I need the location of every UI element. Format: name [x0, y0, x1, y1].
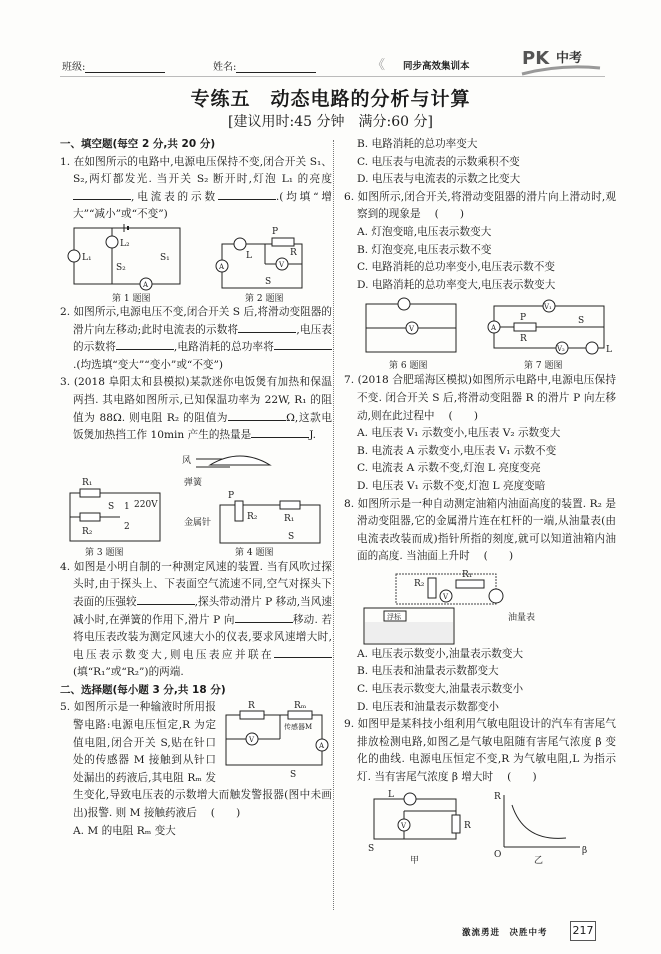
question-text: J. — [309, 429, 316, 442]
figure-2-caption: 第 2 题图 — [245, 293, 284, 304]
figure-label: A — [219, 262, 225, 271]
figure-label: S — [108, 501, 115, 512]
question-text: 7. (2018 合肥瑶海区模拟)如图所示电路中,电源电压保持不变. 闭合开关 S 后,将滑动变阻器 R 的滑片 P 向左移动,则在此过程中 — [344, 374, 616, 422]
figure-9b-caption: 乙 — [534, 855, 544, 866]
answer-blank — [274, 647, 332, 658]
figure-label: S — [290, 770, 297, 781]
answer-blank — [137, 594, 195, 605]
figure-label: 1 — [124, 501, 130, 512]
left-column — [60, 136, 332, 840]
chevron-icon: 《 — [372, 58, 386, 73]
question-text: 8. 如图所示是一种自动测定油箱内油面高度的装置. R₂ 是滑动变阻器,它的金属滑片连在杠杆的一端,从油量表(由电流表改装而成)指针所指的刻度,就可以知道油箱内油面的高度. 当油面上升时 — [344, 497, 616, 563]
svg-text:PK: PK — [522, 48, 550, 69]
name-label: 姓名: — [213, 62, 237, 73]
figure-label: R₂ — [247, 511, 258, 522]
option-5b: B. 电路消耗的总功率变大 — [357, 138, 478, 150]
figure-label: β — [582, 845, 588, 856]
option-8b: B. 电压表和油量表示数都变大 — [357, 665, 499, 678]
figure-6-caption: 第 6 题图 — [389, 361, 428, 372]
figure-label: S₁ — [160, 252, 170, 263]
figure-label: 传感器M — [284, 723, 313, 732]
figure-label: R₂ — [82, 526, 93, 537]
answer-paren: ( ) — [448, 409, 478, 422]
figure-3-4 — [60, 445, 332, 559]
figure-label: S — [265, 276, 272, 287]
question-text: Ω,这款电饭煲加热挡工作 10min 产生的热量是 — [73, 411, 332, 442]
question-2 — [60, 304, 332, 374]
figure-label: 油量表 — [508, 612, 536, 623]
figure-9 — [344, 787, 616, 867]
figure-label: R — [520, 334, 527, 345]
figure-label: S — [578, 316, 585, 327]
figure-label: L₂ — [120, 238, 130, 249]
figure-label: V — [249, 736, 255, 745]
question-7-text — [344, 372, 616, 425]
option-6c: C. 电路消耗的总功率变小,电压表示数不变 — [357, 261, 555, 274]
answer-paren: ( ) — [483, 550, 514, 563]
question-text: ,电路消耗的总功率将 — [173, 341, 274, 354]
figure-label: R — [464, 820, 471, 831]
page-title: 专练五 动态电路的分析与计算 — [190, 88, 471, 110]
question-5 — [60, 699, 332, 840]
figure-label: R₁ — [284, 513, 295, 524]
question-text: 3. (2018 阜阳太和县模拟)某款迷你电饭煲有加热和保温两挡. 其电路如图所示,已知保温功率为 22W, R₁ 的阻值为 88Ω. 则电阻 R₂ 的阻值为 — [60, 376, 332, 424]
column-divider — [333, 140, 334, 910]
figure-label: V₂ — [557, 345, 565, 354]
figure-label: 2 — [124, 521, 130, 532]
figure-label: R₁ — [82, 477, 93, 488]
figure-label: S — [288, 531, 295, 542]
figure-label: 弹簧 — [184, 477, 203, 488]
option-6a: A. 灯泡变暗,电压表示数变大 — [357, 225, 492, 238]
figure-label: Rₘ — [294, 701, 307, 712]
class-blank — [85, 61, 165, 73]
figure-label: A — [319, 742, 325, 751]
answer-paren: ( ) — [507, 771, 537, 784]
question-6-text — [344, 189, 616, 224]
figure-label: V — [409, 325, 415, 334]
answer-blank — [228, 410, 286, 421]
question-6 — [344, 189, 616, 295]
figure-label: V — [401, 821, 407, 830]
answer-blank — [218, 189, 276, 200]
figure-4-caption: 第 4 题图 — [235, 547, 274, 558]
question-text: 9. 如图甲是某科技小组利用气敏电阻设计的汽车有害尾气排放检测电路,如图乙是气敏电阻随有害尾气浓度 β 变化的曲线. 电源电压恒定不变,R 为气敏电阻,L 为指示灯. 当有害尾气浓度 β 增大时 — [344, 718, 616, 784]
question-text: 2. 如图所示,电源电压不变,闭合开关 S 后,将滑动变阻器的滑片向左移动;此时电流表的示数将 — [60, 305, 332, 336]
header-rule — [60, 76, 605, 77]
page-subtitle: [建议用时:45 分钟 满分:60 分] — [228, 114, 433, 130]
figure-label: R₁ — [462, 569, 473, 580]
figure-label: L — [388, 789, 394, 800]
figure-3-caption: 第 3 题图 — [85, 547, 124, 558]
figure-label: L — [606, 345, 612, 356]
figure-label: 220V — [134, 499, 158, 510]
option-7c: C. 电流表 A 示数不变,灯泡 L 亮度变亮 — [357, 462, 541, 475]
figure-label: S — [368, 843, 375, 854]
name-blank — [236, 61, 316, 73]
pk-logo — [520, 44, 602, 80]
option-8a: A. 电压表示数变小,油量表示数变大 — [357, 647, 524, 660]
question-8 — [344, 496, 616, 566]
figure-7-caption: 第 7 题图 — [524, 361, 563, 372]
figure-label: P — [272, 226, 279, 237]
figure-label: 金属针 — [184, 517, 212, 528]
figure-label: R₂ — [414, 578, 425, 589]
figure-label: A — [143, 280, 149, 289]
footer-slogan: 激流勇进 决胜中考 — [462, 928, 548, 938]
question-text: (填“R₁”或“R₂”)的两端. — [73, 666, 184, 679]
question-text: ,电压表的示数将 — [73, 323, 332, 354]
page-number: 217 — [570, 921, 596, 941]
option-8c: C. 电压表示数变大,油量表示数变小 — [357, 683, 524, 696]
figure-label: R — [494, 791, 501, 802]
answer-blank — [73, 189, 131, 200]
right-column — [344, 136, 616, 867]
answer-blank — [274, 339, 332, 350]
option-6d: D. 电路消耗的总功率变大,电压表示数变大 — [357, 278, 556, 291]
figure-label: P — [520, 313, 527, 324]
figure-label: 浮标 — [387, 612, 401, 621]
figure-label: L — [246, 250, 252, 261]
option-5a: A. M 的电阻 Rₘ 变大 — [73, 824, 176, 837]
question-text: ,探头带动滑片 P 移动,当风速减小时,在弹簧的作用下,滑片 P 向 — [73, 595, 332, 626]
figure-label: R — [248, 701, 255, 712]
answer-paren: ( ) — [434, 208, 465, 221]
svg-text:中考: 中考 — [556, 51, 583, 66]
answer-paren: ( ) — [210, 807, 241, 820]
figure-label: A — [491, 324, 497, 333]
question-4 — [60, 559, 332, 682]
question-8-options — [344, 646, 616, 716]
answer-blank — [238, 322, 296, 333]
figure-label: P — [228, 490, 235, 501]
figure-label: S₂ — [116, 262, 126, 273]
figure-1-2 — [60, 224, 332, 304]
figure-label: R — [290, 247, 297, 258]
question-text: 移动. 若将电压表改装为测定风速大小的仪表,要求风速增大时,电压表示数变大,则电压表应并联在 — [73, 613, 332, 661]
series-name: 同步高效集训本 — [403, 61, 470, 72]
figure-1-caption: 第 1 题图 — [112, 293, 151, 304]
figure-label: V — [443, 592, 449, 601]
name-field — [213, 58, 316, 73]
figure-5 — [220, 699, 332, 781]
question-text: ,电流表的示数 — [131, 190, 218, 203]
figure-6-7 — [344, 296, 616, 372]
class-label: 班级: — [62, 62, 86, 73]
answer-blank — [251, 427, 309, 438]
figure-9a-caption: 甲 — [410, 855, 420, 866]
question-1 — [60, 154, 332, 224]
option-8d: D. 电压表和油量表示数都变小 — [357, 700, 499, 713]
class-field — [62, 58, 165, 73]
question-7 — [344, 372, 616, 495]
question-text: 6. 如图所示,闭合开关,将滑动变阻器的滑片向上滑动时,观察到的现象是 — [344, 190, 616, 221]
figure-label: L₁ — [82, 252, 92, 263]
question-text: .(均填“增大”“减小”或“不变”) — [73, 190, 332, 221]
question-text: .(均选填“变大”“变小”或“不变”) — [73, 358, 224, 371]
option-6b: B. 灯泡变亮,电压表示数不变 — [357, 243, 492, 256]
figure-label: V — [279, 260, 285, 269]
option-7b: B. 电流表 A 示数变小,电压表 V₁ 示数不变 — [357, 444, 557, 457]
figure-8 — [344, 566, 616, 646]
answer-blank — [235, 612, 293, 623]
question-9 — [344, 716, 616, 786]
figure-label: V₁ — [544, 303, 552, 312]
section-fill-blank: 一、填空题(每空 2 分,共 20 分) — [60, 138, 216, 150]
question-3 — [60, 374, 332, 444]
question-text: 1. 在如图所示的电路中,电源电压保持不变,闭合开关 S₁、S₂,两灯都发光. 当开关 S₂ 断开时,灯泡 L₁ 的亮度 — [60, 155, 332, 186]
option-7a: A. 电压表 V₁ 示数变小,电压表 V₂ 示数变大 — [357, 427, 561, 440]
section-multiple-choice: 二、选择题(每小题 3 分,共 18 分) — [60, 683, 226, 696]
figure-label: O — [494, 849, 502, 860]
option-5c: C. 电压表与电流表的示数乘积不变 — [357, 155, 520, 168]
option-7d: D. 电压表 V₁ 示数不变,灯泡 L 亮度变暗 — [357, 479, 546, 492]
question-5-options — [344, 136, 616, 189]
answer-blank — [116, 339, 174, 350]
figure-label: 风 — [182, 455, 192, 466]
question-text: 5. 如图所示是一种输液时所用报警电路:电源电压恒定,R 为定值电阻,闭合开关 S,贴在针口处的传感器 M 接触到从针口处漏出的药液后,其电阻 Rₘ 发生变化,导致电压表的示数增大而触发警报器(图中未画出)报警. 则 M 接触药液后 — [60, 701, 332, 820]
option-5d: D. 电压表与电流表的示数之比变大 — [357, 173, 521, 186]
question-text: 4. 如图是小明自制的一种测定风速的装置. 当有风吹过探头时,由于探头上、下表面空气流速不同,空气对探头下表面的压强较 — [60, 560, 332, 608]
